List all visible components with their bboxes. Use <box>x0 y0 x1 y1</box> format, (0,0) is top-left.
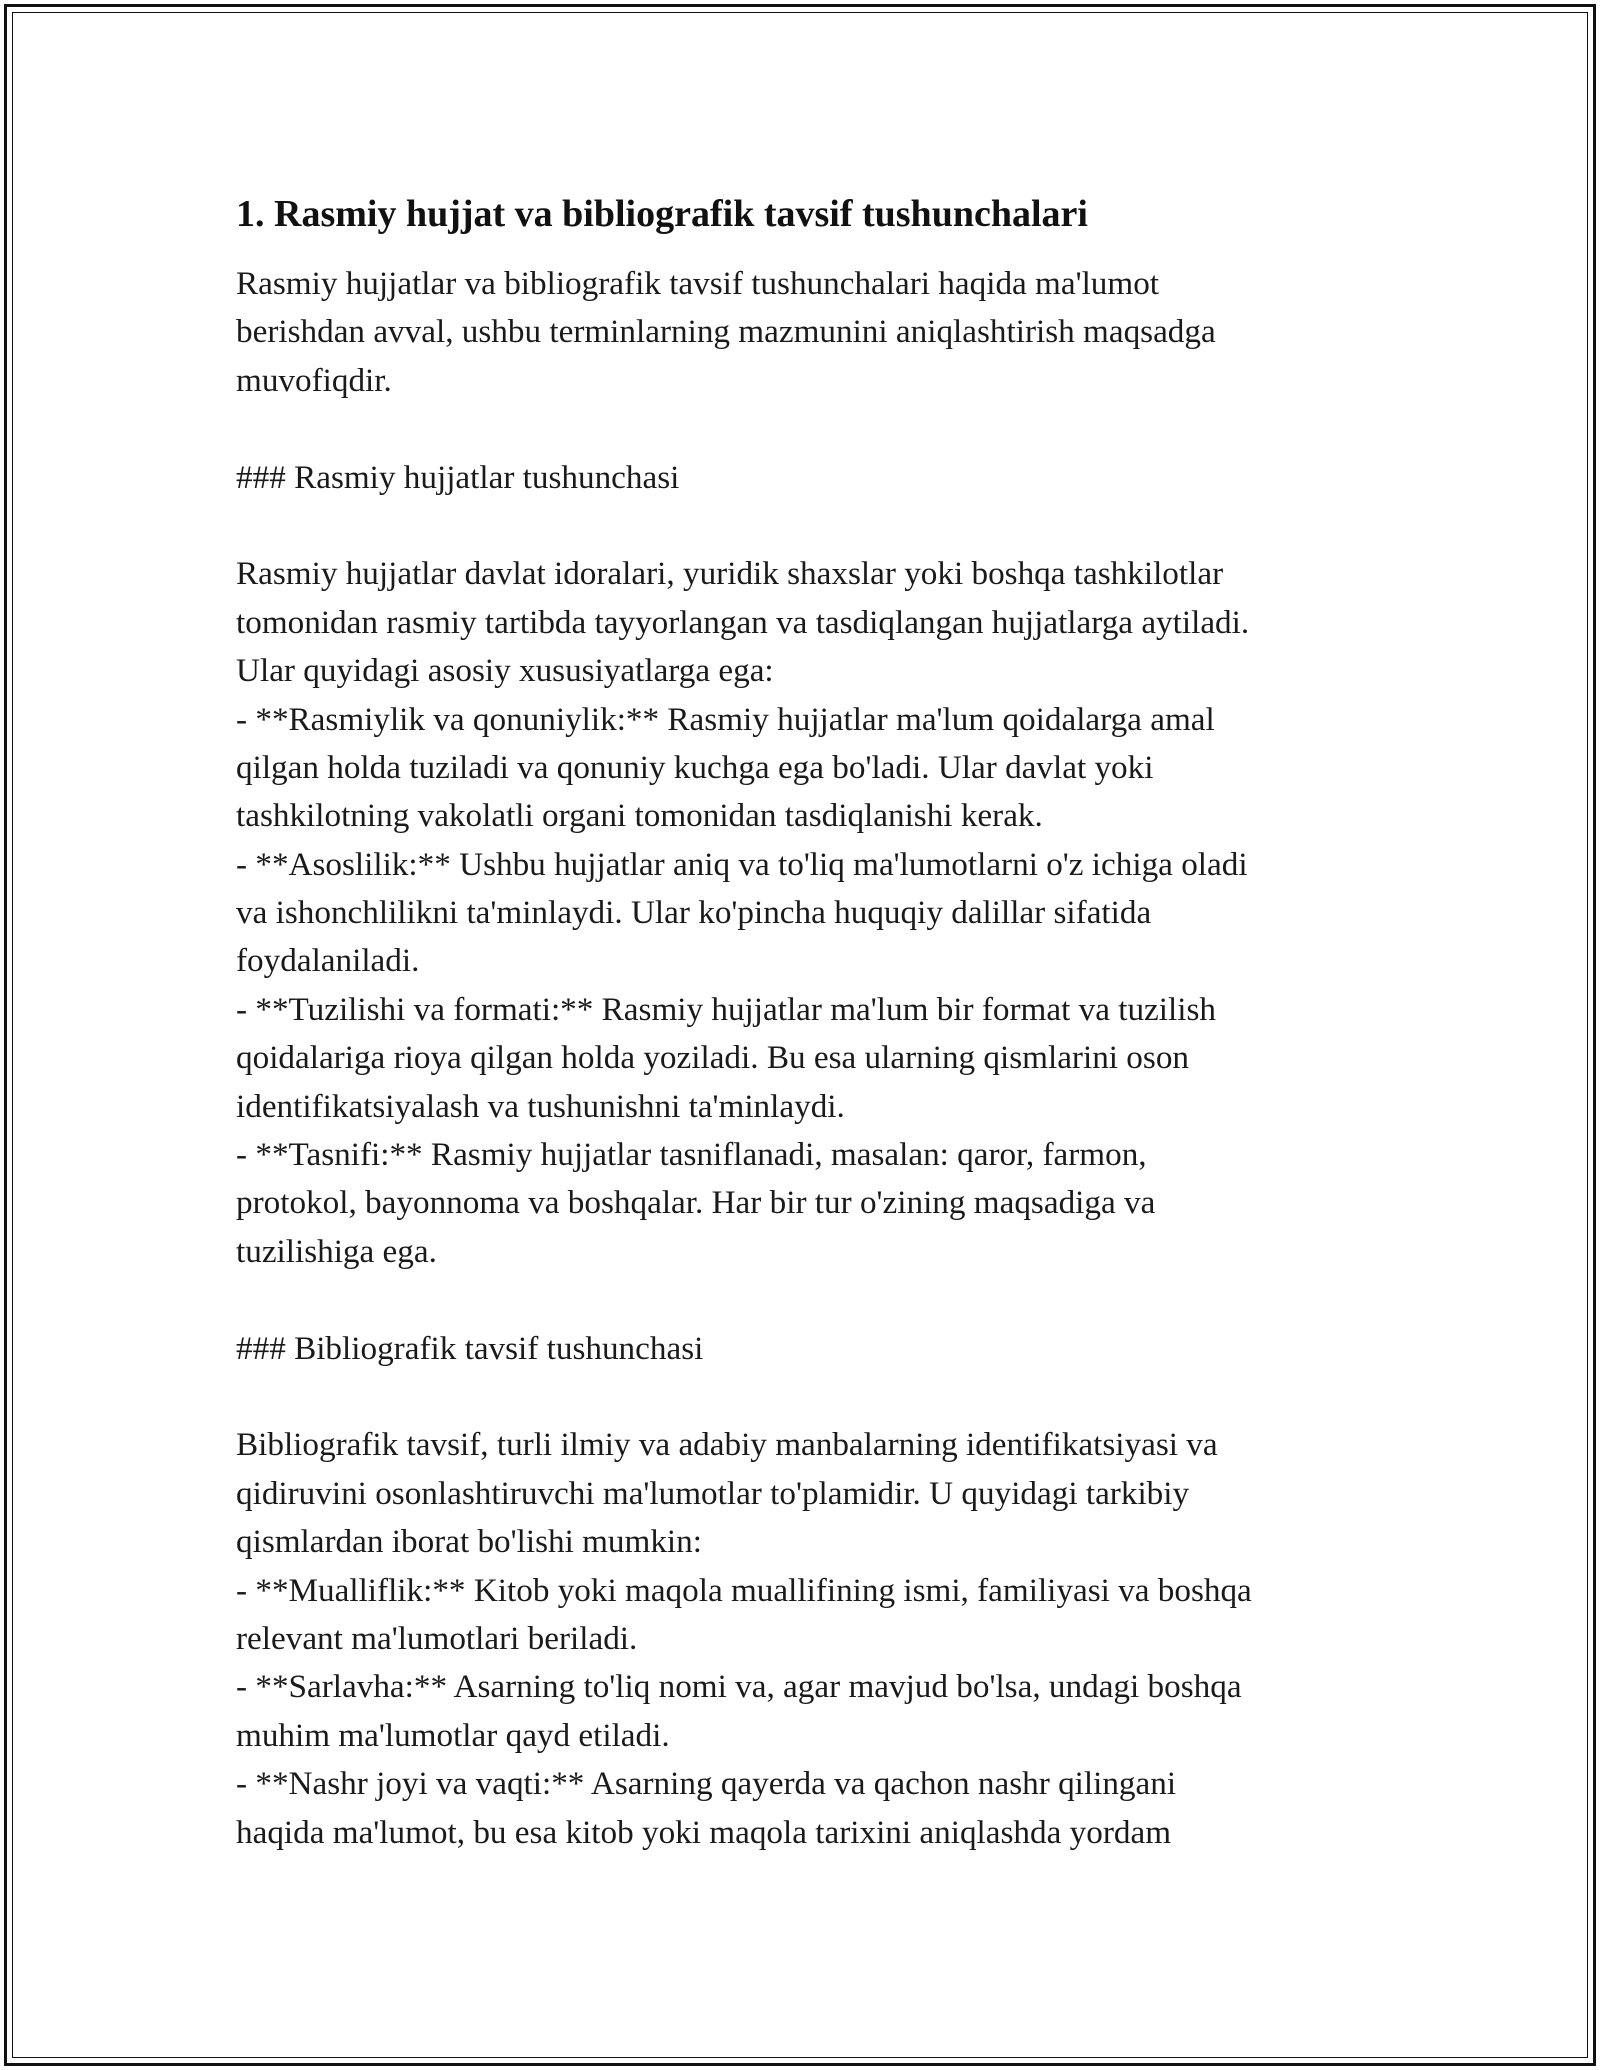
list-item-line: - **Sarlavha:** Asarning to'liq nomi va, agar mavjud bo'lsa, undagi boshqa <box>236 1668 1242 1706</box>
document-body <box>236 186 1376 1857</box>
text-line: tuzilishiga ega. <box>236 1232 437 1270</box>
text-line: relevant ma'lumotlari beriladi. <box>236 1619 638 1657</box>
text-line: Bibliografik tavsif, turli ilmiy va adabiy manbalarning identifikatsiyasi va <box>236 1426 1218 1464</box>
blank-line <box>236 1276 1376 1324</box>
document-title: 1. Rasmiy hujjat va bibliografik tavsif tushunchalari <box>236 193 1088 235</box>
text-line: qoidalariga rioya qilgan holda yoziladi. Bu esa ularning qismlarini oson <box>236 1039 1190 1077</box>
list-item-line: - **Tasnifi:** Rasmiy hujjatlar tasniflanadi, masalan: qaror, farmon, <box>236 1136 1147 1174</box>
text-line: va ishonchlilikni ta'minlaydi. Ular ko'pincha huquqiy dalillar sifatida <box>236 894 1152 932</box>
text-line: tashkilotning vakolatli organi tomonidan tasdiqlanishi kerak. <box>236 797 1043 835</box>
text-line: qilgan holda tuziladi va qonuniy kuchga ega bo'ladi. Ular davlat yoki <box>236 748 1154 786</box>
text-line: tomonidan rasmiy tartibda tayyorlangan va tasdiqlangan hujjatlarga aytiladi. <box>236 603 1250 641</box>
text-line: qidiruvini osonlashtiruvchi ma'lumotlar to'plamidir. U quyidagi tarkibiy <box>236 1474 1190 1512</box>
text-line: berishdan avval, ushbu terminlarning mazmunini aniqlashtirish maqsadga <box>236 313 1216 351</box>
text-line: muhim ma'lumotlar qayd etiladi. <box>236 1716 670 1754</box>
document-text <box>236 260 1376 1857</box>
section-heading: ### Bibliografik tavsif tushunchasi <box>236 1329 704 1367</box>
text-line: Ular quyidagi asosiy xususiyatlarga ega: <box>236 652 774 690</box>
text-line: Rasmiy hujjatlar davlat idoralari, yuridik shaxslar yoki boshqa tashkilotlar <box>236 555 1224 593</box>
text-line: haqida ma'lumot, bu esa kitob yoki maqola tarixini aniqlashda yordam <box>236 1813 1172 1851</box>
list-item-line: - **Nashr joyi va vaqti:** Asarning qayerda va qachon nashr qilingani <box>236 1765 1177 1803</box>
text-line: identifikatsiyalash va tushunishni ta'minlaydi. <box>236 1087 845 1125</box>
list-item-line: - **Mualliflik:** Kitob yoki maqola muallifining ismi, familiyasi va boshqa <box>236 1571 1252 1609</box>
text-line: muvofiqdir. <box>236 361 392 399</box>
blank-line <box>236 502 1376 550</box>
text-line: protokol, bayonnoma va boshqalar. Har bir tur o'zining maqsadiga va <box>236 1184 1156 1222</box>
text-line: Rasmiy hujjatlar va bibliografik tavsif tushunchalari haqida ma'lumot <box>236 265 1160 302</box>
list-item-line: - **Tuzilishi va formati:** Rasmiy hujjatlar ma'lum bir format va tuzilish <box>236 990 1216 1028</box>
section-heading: ### Rasmiy hujjatlar tushunchasi <box>236 458 680 496</box>
list-item-line: - **Rasmiylik va qonuniylik:** Rasmiy hujjatlar ma'lum qoidalarga amal <box>236 700 1215 738</box>
blank-line <box>236 1373 1376 1421</box>
text-line: foydalaniladi. <box>236 942 420 980</box>
text-line: qismlardan iborat bo'lishi mumkin: <box>236 1523 702 1561</box>
list-item-line: - **Asoslilik:** Ushbu hujjatlar aniq va to'liq ma'lumotlarni o'z ichiga oladi <box>236 845 1248 883</box>
blank-line <box>236 405 1376 453</box>
